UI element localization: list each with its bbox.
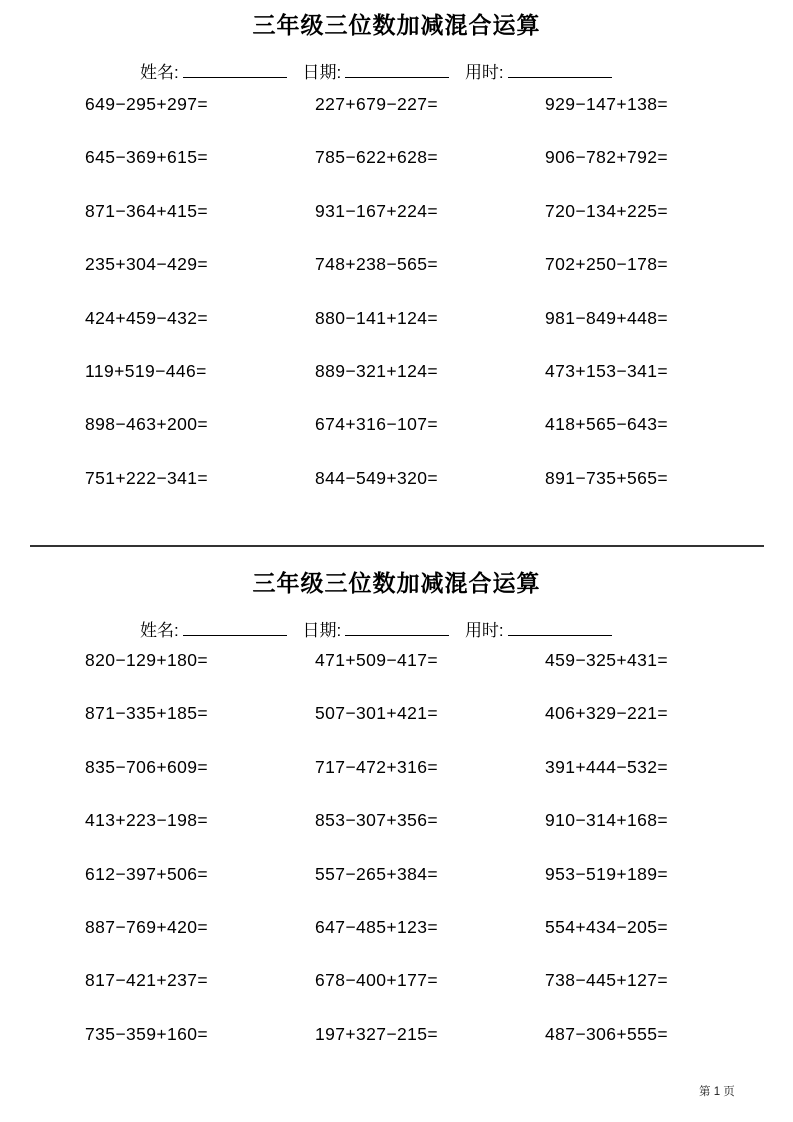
problem-expression: 871−335+185= xyxy=(85,703,209,724)
problem-expression: 748+238−565= xyxy=(315,254,439,275)
problem-expression: 785−622+628= xyxy=(315,147,439,168)
problem-expression: 473+153−341= xyxy=(545,360,669,381)
header-fields-row xyxy=(140,616,793,640)
date-field-label: 日期: xyxy=(302,63,342,82)
time-field xyxy=(465,616,612,641)
problem-expression: 887−769+420= xyxy=(85,916,209,937)
section-title: 三年级三位数加减混合运算 xyxy=(252,12,541,38)
problem-expression: 678−400+177= xyxy=(315,970,439,991)
time-field-label: 用时: xyxy=(464,621,504,640)
problem-expression: 929−147+138= xyxy=(545,94,669,114)
time-blank-line xyxy=(508,620,612,636)
problem-expression: 227+679−227= xyxy=(315,94,439,114)
problem-expression: 647−485+123= xyxy=(315,916,439,937)
problem-expression: 871−364+415= xyxy=(85,200,209,221)
problem-expression: 507−301+421= xyxy=(315,703,439,724)
section-title: 三年级三位数加减混合运算 xyxy=(252,570,541,596)
problem-expression: 835−706+609= xyxy=(85,756,209,777)
name-field xyxy=(140,58,287,83)
time-field-label: 用时: xyxy=(464,63,504,82)
problem-expression: 735−359+160= xyxy=(85,1023,209,1044)
name-field-label: 姓名: xyxy=(140,621,179,640)
problem-expression: 413+223−198= xyxy=(85,810,209,831)
problem-expression: 557−265+384= xyxy=(315,863,439,884)
problem-expression: 459−325+431= xyxy=(545,650,669,670)
header-fields-row xyxy=(140,58,793,82)
problem-expression: 487−306+555= xyxy=(545,1023,669,1044)
problem-expression: 751+222−341= xyxy=(85,467,209,488)
problem-expression: 197+327−215= xyxy=(315,1023,439,1044)
time-blank-line xyxy=(508,62,612,78)
problems-grid xyxy=(85,94,793,521)
problem-expression: 844−549+320= xyxy=(315,467,439,488)
problem-expression: 981−849+448= xyxy=(545,307,669,328)
problem-expression: 817−421+237= xyxy=(85,970,209,991)
problem-expression: 820−129+180= xyxy=(85,650,209,670)
date-field xyxy=(302,58,449,83)
problem-expression: 953−519+189= xyxy=(545,863,669,884)
problem-expression: 853−307+356= xyxy=(315,810,439,831)
problems-grid xyxy=(85,650,793,1077)
problem-expression: 738−445+127= xyxy=(545,970,669,991)
problem-expression: 674+316−107= xyxy=(315,414,439,435)
problem-expression: 880−141+124= xyxy=(315,307,439,328)
problem-expression: 891−735+565= xyxy=(545,467,669,488)
problem-expression: 554+434−205= xyxy=(545,916,669,937)
page-number-footer: 第 1 页 xyxy=(699,1086,735,1098)
problem-expression: 898−463+200= xyxy=(85,414,209,435)
name-blank-line xyxy=(183,620,287,636)
problem-expression: 391+444−532= xyxy=(545,756,669,777)
date-blank-line xyxy=(345,62,449,78)
problem-expression: 424+459−432= xyxy=(85,307,209,328)
date-field xyxy=(302,616,449,641)
problem-expression: 119+519−446= xyxy=(85,360,207,381)
problem-expression: 717−472+316= xyxy=(315,756,439,777)
problem-expression: 406+329−221= xyxy=(545,703,669,724)
name-field xyxy=(140,616,287,641)
problem-expression: 649−295+297= xyxy=(85,94,209,114)
problem-expression: 612−397+506= xyxy=(85,863,209,884)
problem-expression: 418+565−643= xyxy=(545,414,669,435)
problem-expression: 645−369+615= xyxy=(85,147,209,168)
name-blank-line xyxy=(183,62,287,78)
problem-expression: 906−782+792= xyxy=(545,147,669,168)
problem-expression: 702+250−178= xyxy=(545,254,669,275)
date-field-label: 日期: xyxy=(302,621,342,640)
time-field xyxy=(465,58,612,83)
problem-expression: 931−167+224= xyxy=(315,200,439,221)
problem-expression: 720−134+225= xyxy=(545,200,669,221)
problem-expression: 471+509−417= xyxy=(315,650,439,670)
worksheet-section-bottom xyxy=(0,546,793,1077)
problem-expression: 910−314+168= xyxy=(545,810,669,831)
problem-expression: 889−321+124= xyxy=(315,360,439,381)
worksheet-section-top xyxy=(0,0,793,521)
date-blank-line xyxy=(345,620,449,636)
name-field-label: 姓名: xyxy=(140,63,179,82)
problem-expression: 235+304−429= xyxy=(85,254,209,275)
